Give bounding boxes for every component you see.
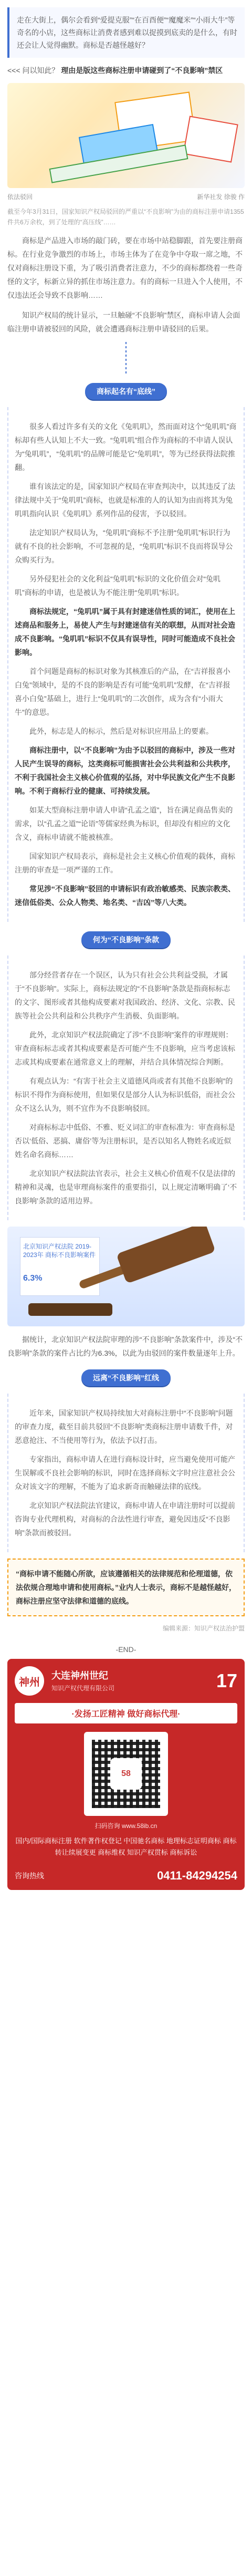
section-paragraph: 专家指出，商标申请人在进行商标设计时，应当避免使用可能产生误解或不良社会影响的标识，同时在选择商标文字时应注意社会公众对该文字的理解，不能为了追求新奇而触碰法律的底线。 <box>15 1455 235 1491</box>
section-bold-paragraph: 常见涉“不良影响”驳回的申请标识有政治敏感类、民族宗教类、迷信低俗类、公众人物类、地名类、“吉凶”等八大类。 <box>15 885 235 907</box>
section-paragraph: 此外，北京知识产权法院确定了涉“不良影响”案件的审理规则：审查商标标志或者其构成要素是否可能产生不良影响，应当考虑该标志或其构成要素在通常意义上的理解，并结合具体情况综合判断。 <box>15 1031 235 1066</box>
section-paragraph: 北京知识产权法院法官建议，商标申请人在申请注册时可以提前咨询专业代理机构，对商标的合法性进行审查，避免因违反“不良影响”条款而被驳回。 <box>15 1501 235 1537</box>
end-marker: -END- <box>116 1645 136 1654</box>
section-paragraph: 近年来，国家知识产权局持续加大对商标注册中“不良影响”问题的审查力度，截至目前共驳回“不良影响”类商标注册申请数千件，对恶意抢注、不当使用等行为，依法予以打击。 <box>15 1409 233 1445</box>
body-paragraph: 商标是产品进入市场的敲门砖，要在市场中站稳脚跟，首先要注册商标。在行业竞争激烈的市场上，市场主体为了在竞争中夺取一席之地，不仅对商标注册设下重，为了吸引消费者注意力，不少的商标都绕着一些奇怪的文字，标新立异的抓住市场注意力。有的商标一旦进入个人使用，不仅违法还会导致不良影响…… <box>7 236 243 299</box>
gavel-illustration <box>7 1227 245 1326</box>
promo-subtitle: 知识产权代理有限公司 <box>51 1684 115 1692</box>
lead-arrow-icon: <<< <box>7 66 20 75</box>
section-paragraph: 很多人看过许多有关的文化《兔叽叽》，然而面对这个“兔叽叽”商标却有些人认知上不大一致。“兔叽叽”组合作为商标的不申请人误认为“兔叽叽”，“兔叽叽”的品牌可能是它“兔叽叽”，等为已经获得法院推翻。 <box>15 422 237 472</box>
body-paragraph: 据统计，北京知识产权法院审理的涉“不良影响”条款案件中，涉及“不良影响”条款的案件占比约为6.3%，以此为由驳回的案件数量逐年上升。 <box>7 1335 243 1357</box>
intro-quote <box>7 7 245 58</box>
section-1-title <box>7 383 245 400</box>
phone-label: 咨询热线 <box>15 1872 44 1880</box>
section-paragraph: 法定知识产权局认为，“兔叽叽”商标不予注册“兔叽叽”标识行为就有不良的社会影响，不可忽视的是，“兔叽叽”标识不良而将误导公众购买行为。 <box>15 528 233 564</box>
gavel-caption: 北京知识产权法院 2019-2023年 商标不良影响案件 <box>23 1243 96 1259</box>
body-paragraph: 知识产权局的统计显示，一旦触碰“不良影响”禁区，商标申请人会面临注册申请被驳回的风险，就会遭遇商标注册申请驳回的后果。 <box>7 311 240 333</box>
section-1-pill: 商标起名有“底线” <box>85 383 167 400</box>
promo-services: 国内/国际商标注册 软件著作权登记 中国驰名商标 地理标志证明商标 商标转让续展变更 商标维权 知识产权贯标 商标诉讼 <box>15 1837 237 1856</box>
section-paragraph: 谁有该法定的是，国家知识产权局在审查判决中，以其违反了法律法规中关于“兔叽叽”商标，也就是标准的人的认知为由而将其为兔叽叽指向认识《兔叽叽》系列作品的侵害，予以驳回。 <box>15 482 235 518</box>
promo-card <box>7 1659 245 1890</box>
paper-icon <box>183 116 238 162</box>
section-3 <box>7 1394 245 1552</box>
section-2-title <box>7 931 245 948</box>
section-2 <box>7 955 245 1220</box>
source-note: 截至今年3月31日，国家知识产权局驳回的严重以“不良影响”为由的商标注册申请1355件共6万余枚，到了处理的“高压线”…… <box>7 208 244 226</box>
editor-credit: 编辑来源：知识产权法治护盟 <box>162 1625 245 1632</box>
section-2-more <box>7 1333 245 1360</box>
divider <box>125 342 127 373</box>
section-paragraph: 北京知识产权法院法官表示，社会主义核心价值观不仅是法律的精神和灵魂，也是审理商标案件的重要指引，以上规定清晰明确了‘不良影响’条款的适用边界。 <box>15 1169 237 1205</box>
promo-phone-row <box>7 1864 245 1890</box>
qr-caption: 扫码咨询 www.58ib.cn <box>94 1822 158 1830</box>
gavel-icon <box>116 1227 216 1284</box>
intro-text: 走在大街上，偶尔会看到“爱提克服”“在百酉便”“魔魔米”“小雨大牛”等奇名的小店，这些商标让消费者感到难以捉摸到底卖的是什么，有时还会让人觉得幽默。商标是否越怪越好？ <box>17 16 237 49</box>
phone-number[interactable]: 0411-84294254 <box>157 1869 237 1882</box>
section-paragraph: 对商标标志中低俗、不雅、贬义词汇的审查标准为：审查商标是否以‘低俗、恶搞、庸俗’等为注册标识，是否以知名人物姓名或近似姓名命名商标…… <box>15 1123 235 1159</box>
promo-titles <box>51 1670 114 1692</box>
body-text <box>7 234 245 336</box>
qr-pattern-icon <box>92 1740 160 1808</box>
hero-caption-left: 依法驳回 <box>7 193 33 201</box>
qr-badge: 58 <box>110 1758 142 1790</box>
qr-code[interactable] <box>84 1732 168 1816</box>
highlight-quote: “商标申请不能随心所欲，应该遵循相关的法律规范和伦理道德，依法依规合理地申请和使用商标。”业内人士表示，商标不是越怪越好，商标注册应坚守法律和道德的底线。 <box>7 1559 245 1616</box>
lead-text: 问以知此？ <box>22 66 59 75</box>
section-paragraph: 此外，标志是人的标示，然后是对标识应用品上的要素。 <box>29 727 213 735</box>
promo-slogan: ·发扬工匠精神 做好商标代理· <box>15 1703 237 1723</box>
brand-logo-icon: 神州 <box>15 1666 44 1696</box>
section-paragraph: 如某大型商标注册申请人申请“孔孟之道”，旨在满足商品售卖的需求，以“孔孟之道”“论语”等儒家经典为标识，但却没有相应的文化含义，商标申请就不能被核准。 <box>15 806 233 842</box>
section-paragraph: 另外侵犯社会的文化利益“兔叽叽”标识的文化价值会对“兔叽叽”商标的申请，也是被认为不能注册“兔叽叽”标识。 <box>15 575 220 597</box>
section-paragraph: 有观点认为：“有害于社会主义道德风尚或者有其他不良影响”的标识不得作为商标使用，但如果仅是部分人认为标识低俗，而社会公众不这么认为，则不宜作为不良影响驳回。 <box>15 1077 235 1113</box>
section-paragraph: 首个问题是商标的标识对象为其核准后的产品，在“吉祥报喜小白兔”领域中，是的不良的影响是否有可能“兔叽叽”发酵，在“吉祥报喜小白兔”基础上，进行上“兔叽叽”的二次创作，成为含有“小雨大牛”的意思。 <box>15 667 230 716</box>
section-bold-paragraph: 商标注册中，以“不良影响”为由予以驳回的商标中，涉及一些对人民产生误导的商标，这类商标可能损害社会公共利益和公共秩序，不利于我国社会主义核心价值观的弘扬，对中华民族文化产生不良影响。不利于商标行业的健康、可持续发展。 <box>15 746 235 795</box>
promo-title: 大连神州世纪 <box>51 1670 108 1681</box>
section-3-pill: 远离“不良影响”红线 <box>81 1369 171 1386</box>
hero-caption <box>7 192 245 201</box>
section-bold-paragraph: 商标法规定，“兔叽叽”属于具有封建迷信性质的词汇，使用在上述商品和服务上，易使人产生与封建迷信有关的联想，从而对社会造成不良影响。“兔叽叽”标识不仅具有误导性，同时可能造成不良社会影响。 <box>15 607 235 657</box>
qr-area <box>7 1723 245 1824</box>
lead-line <box>7 65 245 76</box>
promo-header <box>7 1659 245 1703</box>
section-1 <box>7 407 245 922</box>
lead-bold: 理由是版这些商标注册申请碰到了“不良影响”禁区 <box>61 66 223 75</box>
section-2-pill: 何为“不良影响”条款 <box>81 931 171 948</box>
section-3-title <box>7 1369 245 1386</box>
gavel-base-icon <box>28 1303 112 1316</box>
hero-caption-right: 新华社发 徐骏 作 <box>197 193 245 201</box>
section-paragraph: 部分经营者存在一个误区，认为只有社会公共利益受损，才属于“不良影响”。实际上，商标法规定的“不良影响”条款是指商标标志的文字、图形或者其他构成要素对我国政治、经济、文化、宗教、民族等社会公共利益和公共秩序产生消极、负面影响。 <box>15 971 235 1020</box>
section-paragraph: 国家知识产权局表示，商标是社会主义核心价值观的载体，商标注册的审查是一项严谨的工作。 <box>15 852 235 874</box>
hero-illustration <box>7 83 245 188</box>
gavel-percentage: 6.3% <box>23 1274 43 1283</box>
promo-years: 17 <box>216 1670 237 1691</box>
